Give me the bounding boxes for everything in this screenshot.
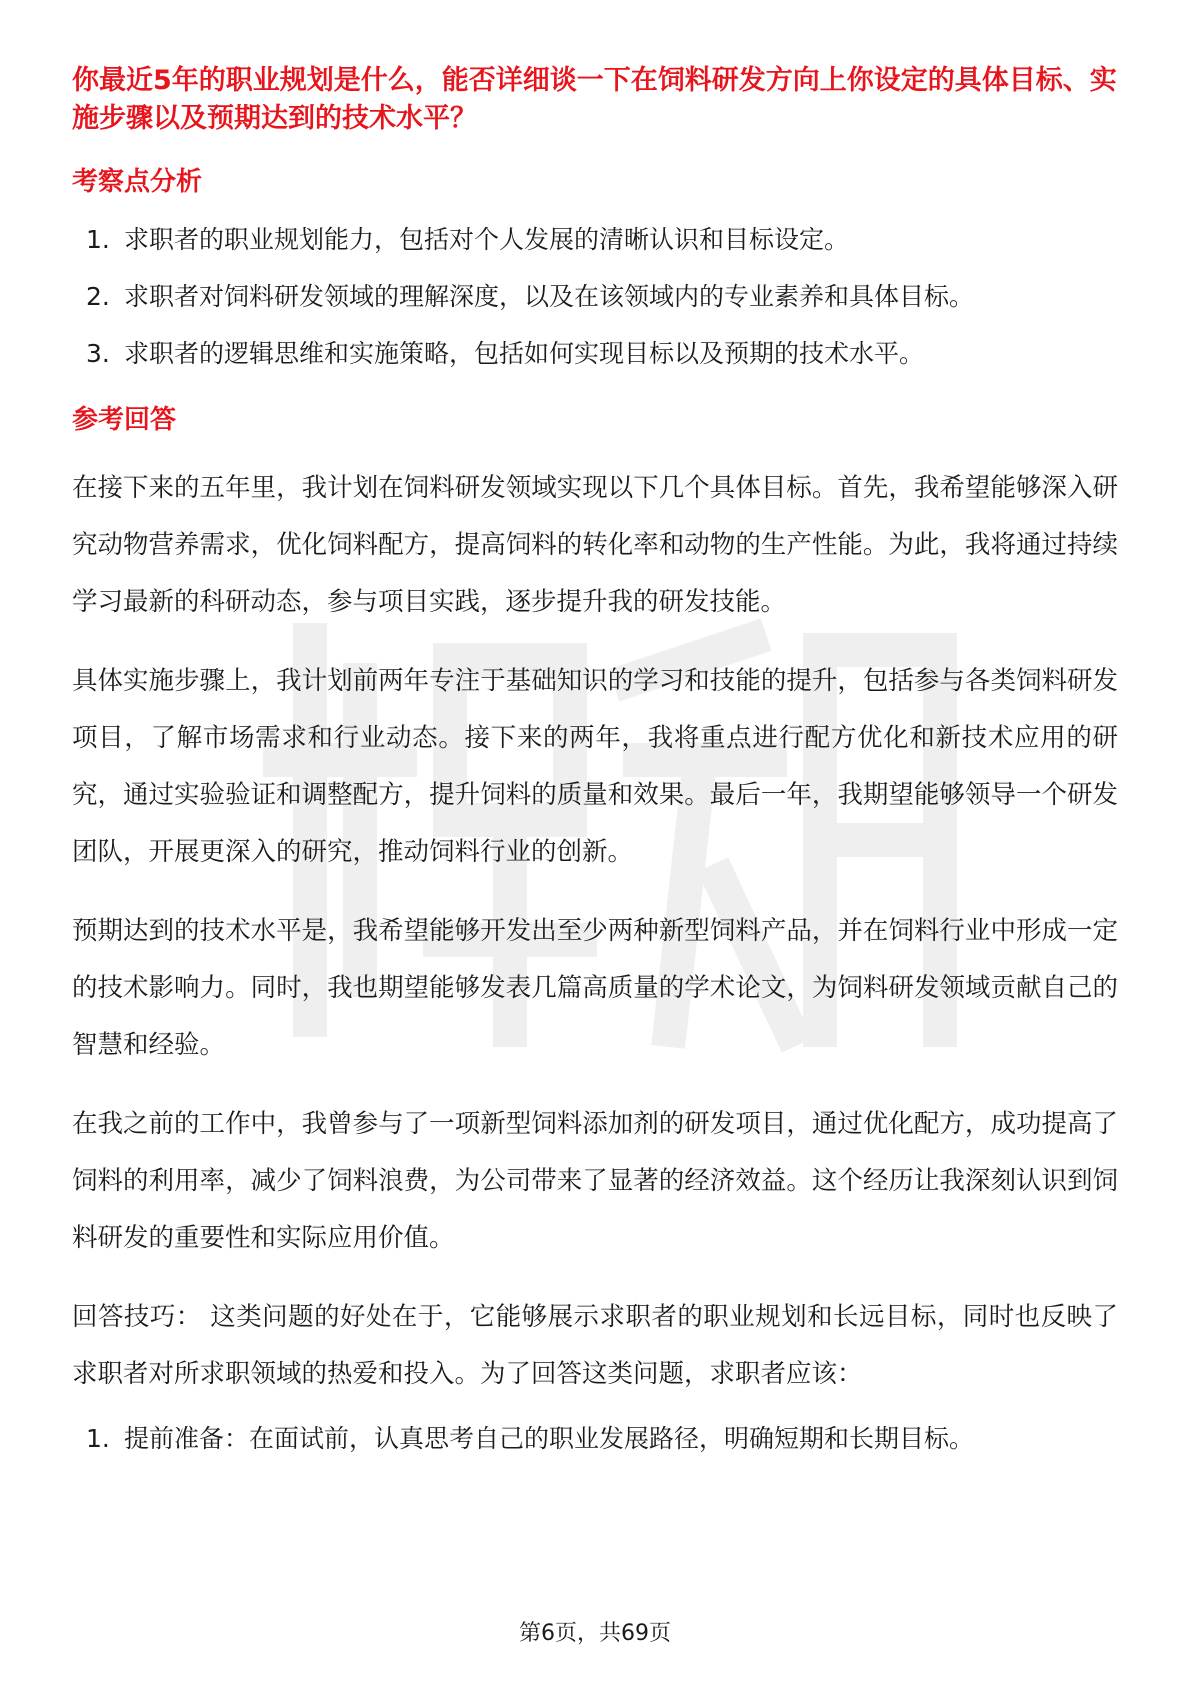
answer-paragraph: 预期达到的技术水平是，我希望能够开发出至少两种新型饲料产品，并在饲料行业中形成一定的技术影响力。同时，我也期望能够发表几篇高质量的学术论文，为饲料研发领域贡献自己的智慧和经验。 [72,916,1118,1060]
answer-tips-paragraph: 回答技巧： 这类问题的好处在于，它能够展示求职者的职业规划和长远目标，同时也反映了求职者对所求职领域的热爱和投入。为了回答这类问题，求职者应该： [72,1302,1118,1389]
tips-list [72,1421,1118,1457]
list-item-text: 求职者的逻辑思维和实施策略，包括如何实现目标以及预期的技术水平。 [124,339,925,368]
list-item-text: 求职者的职业规划能力，包括对个人发展的清晰认识和目标设定。 [124,225,850,254]
list-item-number: 1. [86,225,110,254]
page-number: 第6页，共69页 [519,1621,671,1646]
list-item-text: 求职者对饲料研发领域的理解深度，以及在该领域内的专业素养和具体目标。 [124,282,975,311]
list-item-number: 3. [86,339,110,368]
list-item [72,1421,1118,1457]
list-item [72,279,1118,315]
analysis-heading: 考察点分析 [72,167,203,197]
list-item [72,336,1118,372]
list-item-number: 1. [86,1424,110,1453]
analysis-list [72,222,1118,372]
answer-paragraph: 在我之前的工作中，我曾参与了一项新型饲料添加剂的研发项目，通过优化配方，成功提高了饲料的利用率，减少了饲料浪费，为公司带来了显著的经济效益。这个经历让我深刻认识到饲料研发的重要性和实际应用价值。 [72,1109,1118,1253]
interview-question: 你最近5年的职业规划是什么，能否详细谈一下在饲料研发方向上你设定的具体目标、实施步骤以及预期达到的技术水平？ [72,65,1117,134]
list-item [72,222,1118,258]
list-item-text: 提前准备：在面试前，认真思考自己的职业发展路径，明确短期和长期目标。 [124,1424,975,1453]
list-item-number: 2. [86,282,110,311]
document-content [72,62,1118,1457]
answer-paragraph: 具体实施步骤上，我计划前两年专注于基础知识的学习和技能的提升，包括参与各类饲料研发项目，了解市场需求和行业动态。接下来的两年，我将重点进行配方优化和新技术应用的研究，通过实验验证和调整配方，提升饲料的质量和效果。最后一年，我期望能够领导一个研发团队，开展更深入的研究，推动饲料行业的创新。 [72,666,1118,867]
answer-paragraph: 在接下来的五年里，我计划在饲料研发领域实现以下几个具体目标。首先，我希望能够深入研究动物营养需求，优化饲料配方，提高饲料的转化率和动物的生产性能。为此，我将通过持续学习最新的科研动态，参与项目实践，逐步提升我的研发技能。 [72,473,1118,617]
answer-heading: 参考回答 [72,405,177,435]
